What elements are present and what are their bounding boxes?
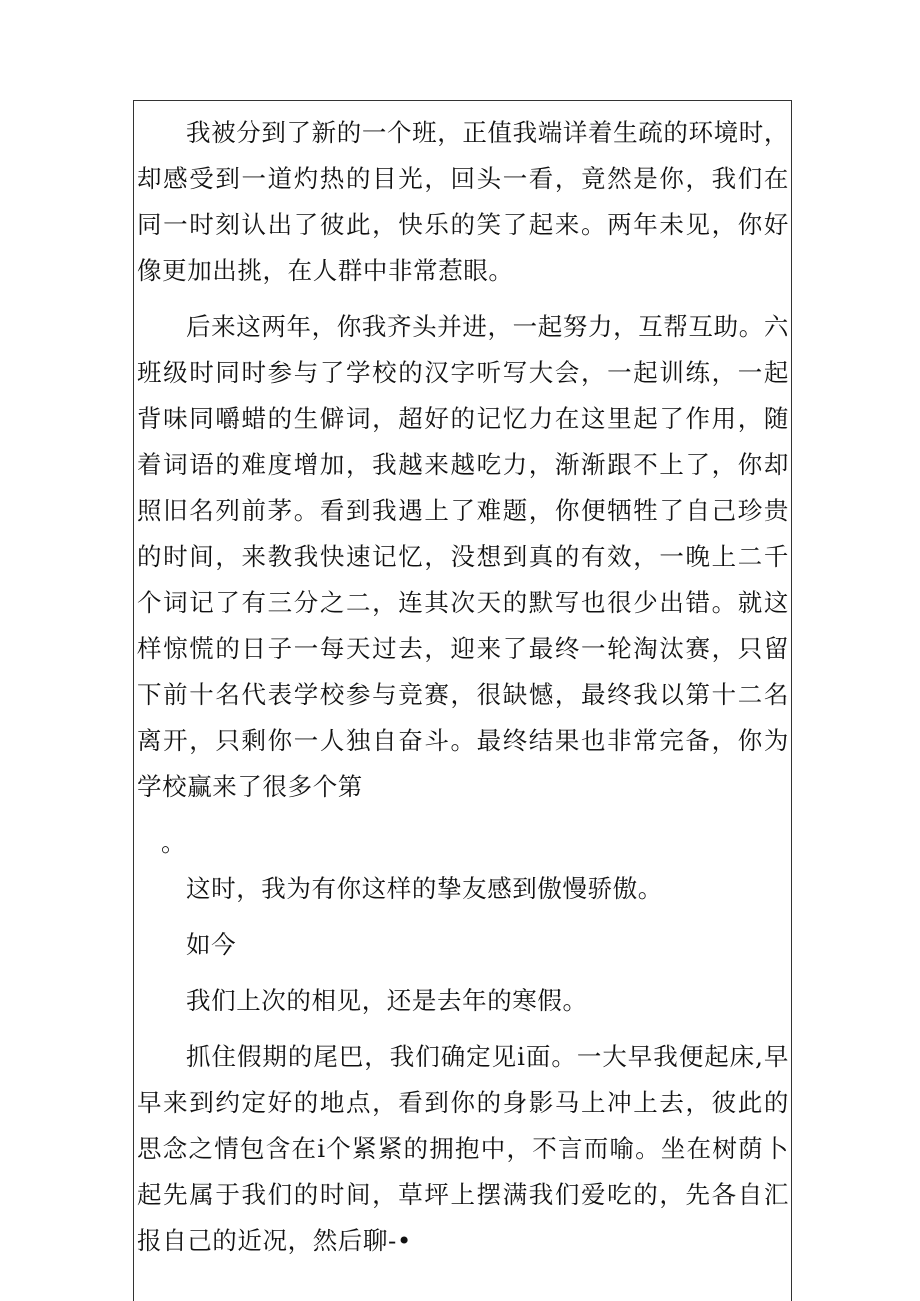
- paragraph-1: 我被分到了新的一个班，正值我端详着生疏的环境时，却感受到一道灼热的目光，回头一看，竟然是你，我们在同一时刻认出了彼此，快乐的笑了起来。两年未见，你好像更加出挑，在人群中非常惹眼。: [137, 118, 789, 285]
- document-body: [137, 110, 789, 1264]
- paragraph-7: 抓住假期的尾巴，我们确定见i面。一大早我便起床,早早来到约定好的地点，看到你的身影马上冲上去，彼此的思念之情包含在i个紧紧的拥抱中，不言而喻。坐在树荫卜起先属于我们的时间，草坪上摆满我们爱吃的，先各自汇报自己的近况，然后聊-•: [137, 1042, 789, 1255]
- paragraph-6: 我们上次的相见，还是去年的寒假。: [186, 986, 588, 1015]
- paragraph-2: 后来这两年，你我齐头并进，一起努力，互帮互助。六班级时同时参与了学校的汉字听写大会，一起训练，一起背味同嚼蜡的生僻词，超好的记忆力在这里起了作用，随着词语的难度增加，我越来越吃力，渐渐跟不上了，你却照旧名列前茅。看到我遇上了难题，你便牺牲了自己珍贵的时间，来教我快速记忆，没想到真的有效，一晚上二千个词记了有三分之二，连其次天的默写也很少出错。就这样惊慌的日子一每天过去，迎来了最终一轮淘汰赛，只留下前十名代表学校参与竞赛，很缺憾，最终我以第十二名离开，只剩你一人独自奋斗。最终结果也非常完备，你为学校赢来了很多个第: [137, 312, 789, 801]
- paragraph-3: 。: [161, 828, 187, 857]
- paragraph-4: 这时，我为有你这样的挚友感到傲慢骄傲。: [186, 874, 663, 903]
- paragraph-5: 如今: [186, 930, 237, 959]
